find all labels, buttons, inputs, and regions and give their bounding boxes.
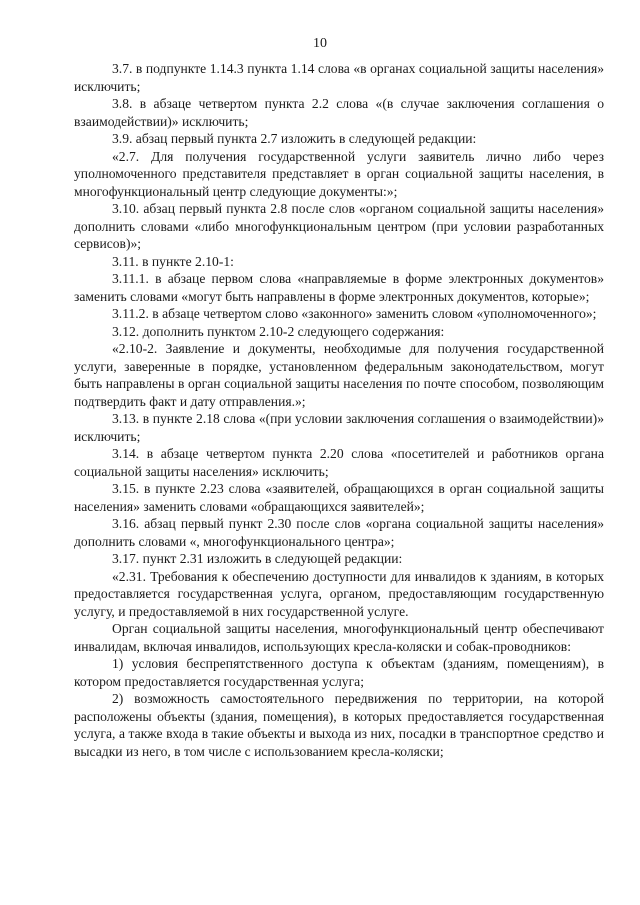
paragraph: «2.31. Требования к обеспечению доступности для инвалидов к зданиям, в которых предоставляется государственная услуга, органом, предоставляющим государственную услугу, и предоставляемой в них государственной услуге. [74, 568, 604, 619]
document-body [74, 60, 604, 760]
paragraph: Орган социальной защиты населения, многофункциональный центр обеспечивают инвалидам, включая инвалидов, использующих кресла-коляски и собак-проводников: [74, 621, 604, 654]
paragraph: 3.11.2. в абзаце четвертом слово «законного» заменить словом «уполномоченного»; [112, 306, 597, 321]
paragraph: 3.9. абзац первый пункта 2.7 изложить в следующей редакции: [112, 131, 477, 146]
page-number: 10 [313, 36, 327, 51]
paragraph: 1) условия беспрепятственного доступа к объектам (зданиям, помещениям), в котором предоставляется государственная услуга; [74, 656, 604, 689]
paragraph: 3.17. пункт 2.31 изложить в следующей редакции: [112, 551, 403, 566]
paragraph: 3.13. в пункте 2.18 слова «(при условии заключения соглашения о взаимодействии)» исключить; [74, 411, 604, 444]
paragraph: 3.7. в подпункте 1.14.3 пункта 1.14 слова «в органах социальной защиты населения» исключить; [74, 61, 604, 94]
paragraph: 2) возможность самостоятельного передвижения по территории, на которой расположены объекты (здания, помещения), в которых предоставляется государственная услуга, а также входа в такие объекты и выхода из них, посадки в транспортное средство и высадки из него, в том числе с использованием кресла-коляски; [74, 691, 604, 759]
paragraph: 3.11. в пункте 2.10-1: [112, 253, 234, 269]
paragraph: «2.7. Для получения государственной услуги заявитель лично либо через уполномоченного представителя представляет в орган социальной защиты населения, в многофункциональный центр следующие документы:»; [74, 148, 604, 199]
paragraph: 3.10. абзац первый пункта 2.8 после слов «органом социальной защиты населения» дополнить словами «либо многофункциональным центром (при условии разработанных сервисов)»; [74, 201, 604, 251]
paragraph: 3.14. в абзаце четвертом пункта 2.20 слова «посетителей и работников органа социальной защиты населения» исключить; [74, 446, 604, 479]
paragraph: «2.10-2. Заявление и документы, необходимые для получения государственной услуги, заверенные в порядке, установленном федеральным законодательством, могут быть направлены в орган социальной защиты населения по почте способом, позволяющим подтвердить факт и дату отправления.»; [74, 341, 604, 409]
paragraph: 3.11.1. в абзаце первом слова «направляемые в форме электронных документов» заменить словами «могут быть направлены в форме электронных документов, которые»; [74, 271, 604, 304]
paragraph: 3.15. в пункте 2.23 слова «заявителей, обращающихся в орган социальной защиты населения» заменить словами «обращающихся заявителей»; [74, 481, 604, 514]
paragraph: 3.8. в абзаце четвертом пункта 2.2 слова «(в случае заключения соглашения о взаимодействии)» исключить; [74, 96, 604, 129]
paragraph: 3.16. абзац первый пункт 2.30 после слов «органа социальной защиты населения» дополнить словами «, многофункционального центра»; [74, 516, 604, 549]
paragraph: 3.12. дополнить пунктом 2.10-2 следующего содержания: [112, 323, 445, 339]
